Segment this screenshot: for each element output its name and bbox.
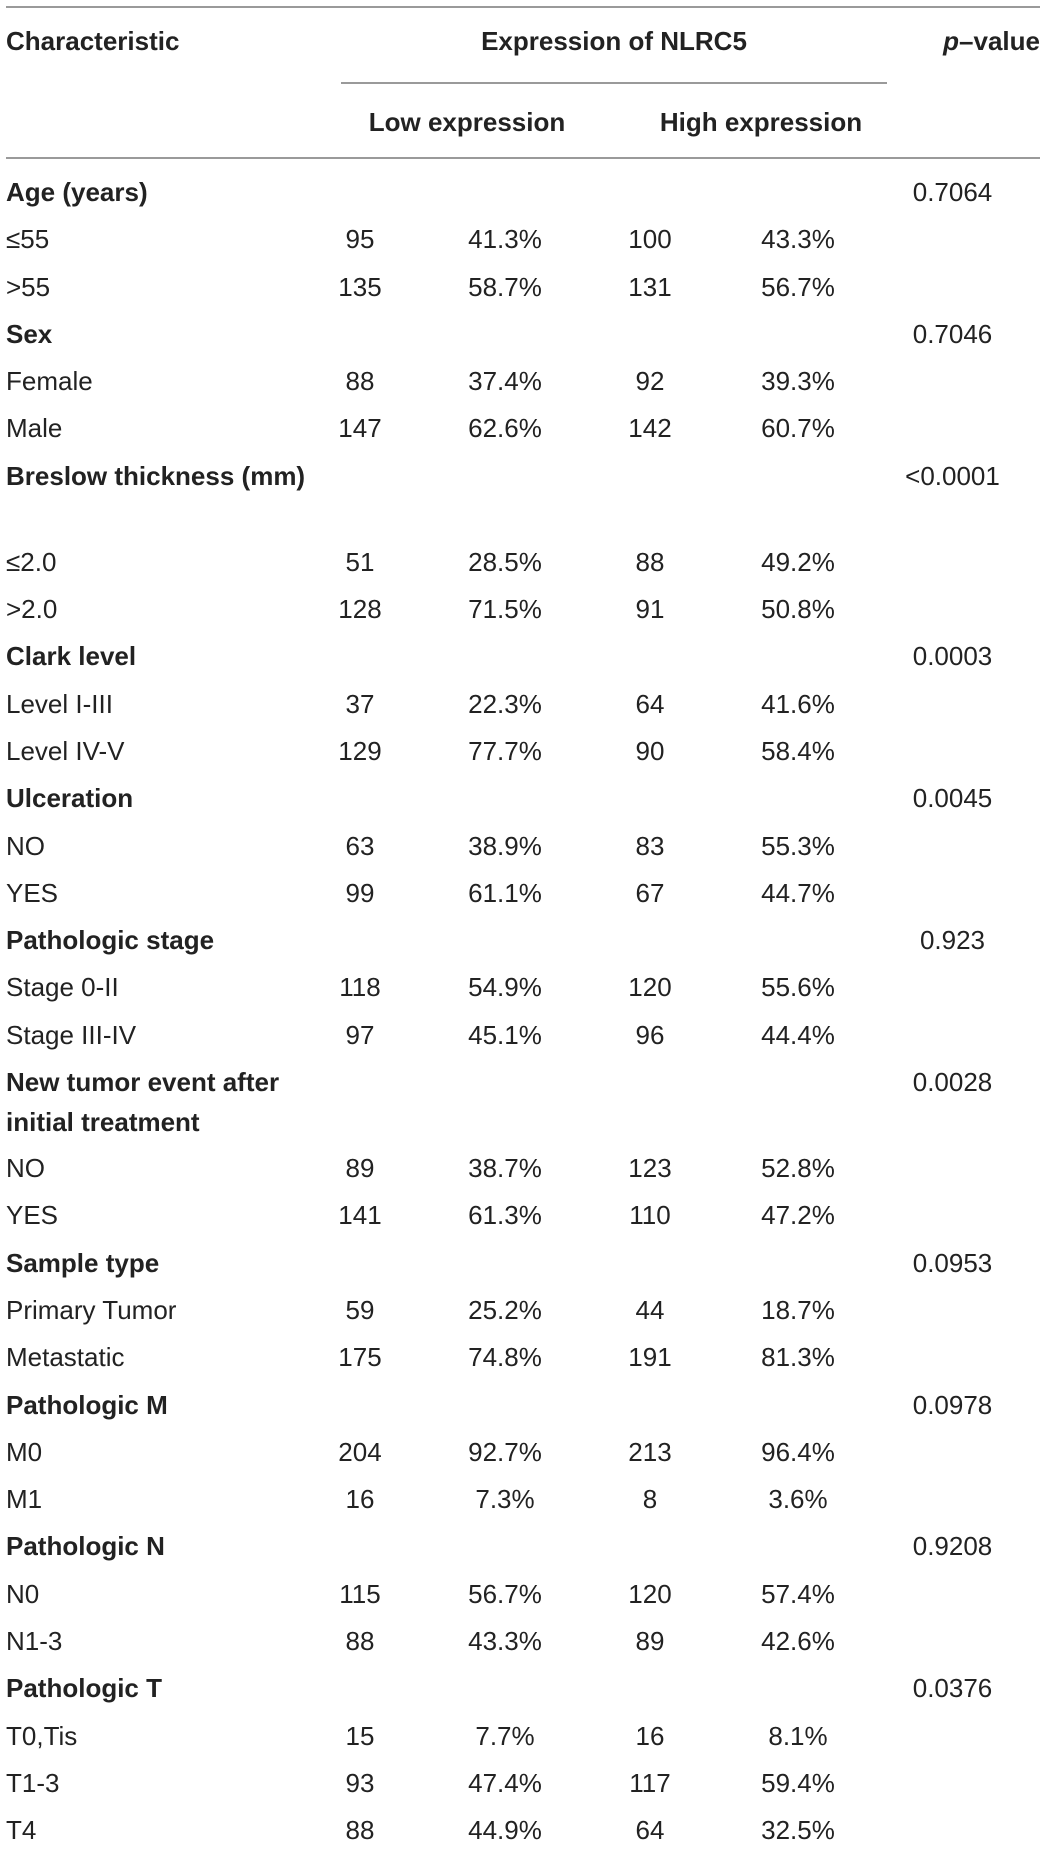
table-row [0, 1479, 1040, 1526]
high-count-cell: 191 [628, 1342, 672, 1373]
high-count-cell: 88 [635, 546, 665, 577]
row-label: T4 [6, 1815, 37, 1846]
low-count-cell: 147 [338, 413, 382, 444]
table-row [0, 219, 1040, 266]
low-percent-cell: 38.9% [468, 830, 542, 861]
table-row [0, 1810, 1040, 1857]
row-label: >55 [6, 271, 51, 302]
table-row [0, 1574, 1040, 1621]
category-row [0, 1668, 1040, 1715]
high-count-cell: 131 [628, 271, 672, 302]
top-rule [6, 6, 1040, 8]
low-count-cell: 175 [338, 1342, 382, 1373]
high-count-cell: 213 [628, 1436, 672, 1467]
low-count-cell: 128 [338, 594, 382, 625]
high-count-cell: 142 [628, 413, 672, 444]
high-percent-cell: 60.7% [761, 413, 835, 444]
low-count-cell: 141 [338, 1200, 382, 1231]
high-percent-cell: 49.2% [761, 546, 835, 577]
high-percent-cell: 47.2% [761, 1200, 835, 1231]
high-count-cell: 120 [628, 972, 672, 1003]
high-count-cell: 92 [635, 366, 665, 397]
low-percent-cell: 28.5% [468, 546, 542, 577]
low-percent-cell: 7.7% [475, 1720, 535, 1751]
low-count-cell: 129 [338, 735, 382, 766]
low-count-cell: 15 [345, 1720, 375, 1751]
high-percent-cell: 18.7% [761, 1294, 835, 1325]
low-percent-cell: 74.8% [468, 1342, 542, 1373]
category-row [0, 314, 1040, 361]
low-count-cell: 204 [338, 1436, 382, 1467]
p-value-cell: 0.9208 [912, 1531, 993, 1562]
low-percent-cell: 62.6% [468, 413, 542, 444]
table-row [0, 826, 1040, 873]
expression-group-rule [341, 82, 887, 84]
high-percent-cell: 81.3% [761, 1342, 835, 1373]
high-count-cell: 100 [628, 224, 672, 255]
low-count-cell: 16 [345, 1484, 375, 1515]
row-label: Stage 0-II [6, 972, 119, 1003]
high-percent-cell: 8.1% [768, 1720, 828, 1751]
table-row [0, 1015, 1040, 1062]
high-percent-cell: 55.3% [761, 830, 835, 861]
low-percent-cell: 61.3% [468, 1200, 542, 1231]
category-row [0, 636, 1040, 683]
row-label: N1-3 [6, 1626, 63, 1657]
row-label: Level I-III [6, 688, 113, 719]
table-row [0, 1716, 1040, 1763]
table-row [0, 1290, 1040, 1337]
high-count-cell: 64 [635, 688, 665, 719]
category-label: Pathologic N [6, 1531, 165, 1562]
high-count-cell: 120 [628, 1578, 672, 1609]
low-count-cell: 99 [345, 877, 375, 908]
table-row [0, 1763, 1040, 1810]
high-count-cell: 44 [635, 1294, 665, 1325]
low-count-cell: 135 [338, 271, 382, 302]
high-count-cell: 123 [628, 1153, 672, 1184]
category-row [0, 1243, 1040, 1290]
p-value-cell: 0.7046 [912, 318, 993, 349]
row-label: NO [6, 1153, 45, 1184]
table-row [0, 1337, 1040, 1384]
p-value-cell: 0.0003 [912, 641, 993, 672]
category-row [0, 778, 1040, 825]
header-p-value-rest: –value [959, 26, 1040, 56]
high-percent-cell: 58.4% [761, 735, 835, 766]
category-row [0, 1385, 1040, 1432]
header-bottom-rule [6, 157, 1040, 159]
high-count-cell: 16 [635, 1720, 665, 1751]
low-percent-cell: 92.7% [468, 1436, 542, 1467]
high-count-cell: 83 [635, 830, 665, 861]
high-percent-cell: 44.4% [761, 1019, 835, 1050]
high-percent-cell: 56.7% [761, 271, 835, 302]
high-percent-cell: 3.6% [768, 1484, 828, 1515]
low-percent-cell: 77.7% [468, 735, 542, 766]
header-characteristic: Characteristic [6, 26, 180, 56]
category-row [0, 456, 1040, 542]
header-p-value [905, 26, 1040, 56]
row-label: YES [6, 877, 59, 908]
row-label: ≤2.0 [6, 546, 57, 577]
category-label: Sex [6, 318, 53, 349]
row-label: Level IV-V [6, 735, 125, 766]
low-percent-cell: 25.2% [468, 1294, 542, 1325]
row-label: M0 [6, 1436, 43, 1467]
p-value-cell: 0.0028 [912, 1067, 993, 1098]
low-count-cell: 59 [345, 1294, 375, 1325]
low-count-cell: 95 [345, 224, 375, 255]
low-percent-cell: 47.4% [468, 1767, 542, 1798]
p-value-cell: <0.0001 [905, 460, 1000, 491]
table-row [0, 589, 1040, 636]
table-row [0, 408, 1040, 455]
table-row [0, 1148, 1040, 1195]
category-row [0, 1526, 1040, 1573]
high-percent-cell: 52.8% [761, 1153, 835, 1184]
low-percent-cell: 54.9% [468, 972, 542, 1003]
category-label: Pathologic T [6, 1673, 162, 1704]
low-percent-cell: 71.5% [468, 594, 542, 625]
low-count-cell: 51 [345, 546, 375, 577]
row-label: >2.0 [6, 594, 58, 625]
p-value-cell: 0.923 [919, 925, 986, 956]
high-count-cell: 117 [629, 1767, 671, 1798]
p-value-cell: 0.0045 [912, 783, 993, 814]
high-percent-cell: 39.3% [761, 366, 835, 397]
low-count-cell: 118 [339, 972, 381, 1003]
low-percent-cell: 41.3% [468, 224, 542, 255]
high-count-cell: 91 [635, 594, 665, 625]
high-percent-cell: 96.4% [761, 1436, 835, 1467]
table-row [0, 684, 1040, 731]
header-p-value-italic: p [943, 26, 960, 56]
table-row [0, 1432, 1040, 1479]
p-value-cell: 0.0376 [912, 1673, 993, 1704]
high-percent-cell: 43.3% [761, 224, 835, 255]
row-label: Metastatic [6, 1342, 125, 1373]
row-label: M1 [6, 1484, 43, 1515]
low-percent-cell: 44.9% [468, 1815, 542, 1846]
table-row [0, 542, 1040, 589]
table-row [0, 267, 1040, 314]
high-count-cell: 64 [635, 1815, 665, 1846]
row-label: NO [6, 830, 45, 861]
header-expression-group: Expression of NLRC5 [481, 26, 747, 56]
table-row [0, 873, 1040, 920]
high-count-cell: 90 [635, 735, 665, 766]
table-body [0, 172, 1040, 1858]
table-row [0, 731, 1040, 778]
high-count-cell: 96 [635, 1019, 665, 1050]
low-count-cell: 88 [345, 1626, 375, 1657]
table-row [0, 361, 1040, 408]
high-percent-cell: 57.4% [761, 1578, 835, 1609]
row-label: N0 [6, 1578, 40, 1609]
table-row [0, 967, 1040, 1014]
low-percent-cell: 38.7% [468, 1153, 542, 1184]
row-label: T0,Tis [6, 1720, 78, 1751]
high-percent-cell: 50.8% [761, 594, 835, 625]
category-label: Age (years) [6, 177, 148, 207]
row-label: YES [6, 1200, 59, 1231]
category-row [0, 172, 1040, 219]
low-percent-cell: 43.3% [468, 1626, 542, 1657]
low-count-cell: 37 [345, 688, 375, 719]
header-low-expression: Low expression [368, 107, 566, 137]
low-count-cell: 115 [339, 1578, 381, 1609]
row-label: Stage III-IV [6, 1019, 137, 1050]
category-row [0, 1062, 1040, 1148]
low-percent-cell: 7.3% [475, 1484, 535, 1515]
high-percent-cell: 55.6% [761, 972, 835, 1003]
category-label: Breslow thickness (mm) [6, 460, 306, 491]
low-count-cell: 97 [345, 1019, 375, 1050]
row-label: Male [6, 413, 63, 444]
category-label: Sample type [6, 1247, 160, 1278]
row-label: Female [6, 366, 93, 397]
p-value-cell: 0.0953 [912, 1247, 993, 1278]
p-value-cell: 0.0978 [912, 1389, 993, 1420]
category-label: New tumor event after initial treatment [6, 1067, 280, 1138]
table-row [0, 1621, 1040, 1668]
category-label: Clark level [6, 641, 137, 672]
high-count-cell: 89 [635, 1626, 665, 1657]
high-count-cell: 67 [635, 877, 665, 908]
category-label: Ulceration [6, 783, 134, 814]
low-count-cell: 93 [345, 1767, 375, 1798]
category-label: Pathologic M [6, 1389, 168, 1420]
low-percent-cell: 37.4% [468, 366, 542, 397]
high-percent-cell: 42.6% [761, 1626, 835, 1657]
high-percent-cell: 44.7% [761, 877, 835, 908]
row-label: T1-3 [6, 1767, 60, 1798]
low-percent-cell: 45.1% [468, 1019, 542, 1050]
low-count-cell: 88 [345, 366, 375, 397]
row-label: Primary Tumor [6, 1294, 177, 1325]
low-percent-cell: 58.7% [468, 271, 542, 302]
header-high-expression: High expression [659, 107, 863, 137]
high-percent-cell: 32.5% [761, 1815, 835, 1846]
high-percent-cell: 41.6% [761, 688, 835, 719]
high-count-cell: 110 [629, 1200, 671, 1231]
high-percent-cell: 59.4% [761, 1767, 835, 1798]
high-count-cell: 8 [642, 1484, 658, 1515]
row-label: ≤55 [6, 224, 50, 255]
low-count-cell: 63 [345, 830, 375, 861]
low-count-cell: 88 [345, 1815, 375, 1846]
low-percent-cell: 56.7% [468, 1578, 542, 1609]
p-value-cell: 0.7064 [912, 177, 993, 207]
category-row [0, 920, 1040, 967]
table-row [0, 1195, 1040, 1242]
low-percent-cell: 61.1% [468, 877, 542, 908]
low-percent-cell: 22.3% [468, 688, 542, 719]
low-count-cell: 89 [345, 1153, 375, 1184]
category-label: Pathologic stage [6, 925, 215, 956]
